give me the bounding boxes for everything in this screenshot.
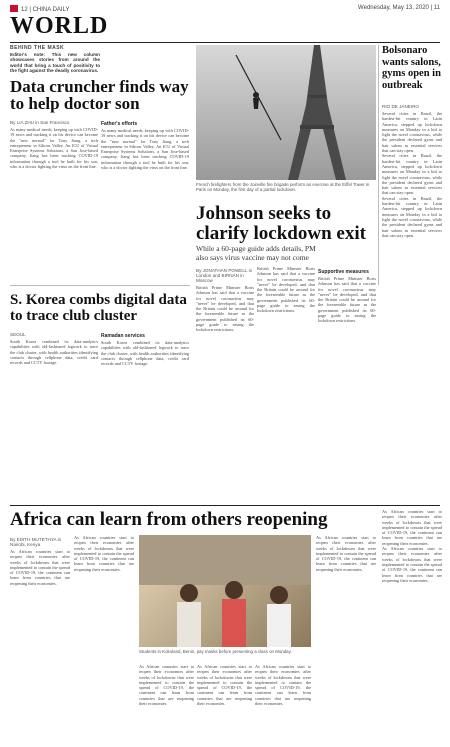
bolsonaro-headline: Bolsonaro wants salons, gyms open in outbreak: [382, 45, 441, 91]
johnson-article: [196, 204, 376, 244]
data-tracker-body-2: As many medical needs, keeping up with COVID-19 news and tracking it on his device can become the "new normal" for Tony Jiang, a tech entrepreneur in Silicon Valley. An ICU of Virtual Enterprise Systems Solutions, a San Jose-based company, Jiang has been tracking COVID-19 information through a tool he built for his son, who is a doctor fighting the virus on the front line.: [101, 128, 189, 171]
johnson-subhead: Supportive measures: [318, 269, 369, 275]
students-illustration-icon: [139, 535, 311, 647]
eiffel-photo-caption: French firefighters from the Joinville fire brigade perform an exercise at the Eiffel Tower in Paris on Monday, the first day of a partial lockdown.: [196, 182, 370, 193]
data-tracker-byline: By LIA ZHU in San Francisco: [10, 120, 70, 125]
bolsonaro-body-2: Several cities in Brazil, the hardest-hit country in Latin America, stepped up lockdown measures on Monday in a bid to fight the novel coronavirus, while the president declared gyms and hair salons as essential services that can stay open.: [382, 153, 442, 196]
africa-students-photo: [139, 535, 311, 647]
data-tracker-body: As many medical needs, keeping up with COVID-19 news and tracking it on his device can become the "new normal" for Tony Jiang, a tech entrepreneur in Silicon Valley. An ICU of Virtual Enterprise Systems Solutions, a San Jose-based company, Jiang has been tracking COVID-19 information through a tool he built for his son, who is a doctor fighting the virus on the front line.: [10, 127, 98, 170]
data-tracker-column-1: [10, 118, 98, 278]
korea-column-1: [10, 330, 98, 500]
data-tracker-headline: Data cruncher finds way to help doctor son: [10, 78, 189, 113]
johnson-deck-text: While a 60-page guide adds details, PM also says virus vaccine may not come: [196, 245, 316, 262]
africa-column-7: [382, 509, 442, 741]
africa-body-7: As African countries start to reopen their economies after weeks of lockdowns that were implemented to contain the spread of COVID-19, the continent can learn from countries that are reopening their economies.: [382, 509, 442, 546]
korea-subhead: Ramadan services: [101, 333, 145, 339]
masthead-rule: [10, 42, 440, 43]
korea-byline: SEOUL: [10, 332, 26, 337]
divider-left: [10, 285, 190, 286]
africa-body-6: As African countries start to reopen their economies after weeks of lockdowns that were implemented to contain the spread of COVID-19, the continent can learn from countries that are reopening their economies.: [316, 535, 376, 572]
africa-byline: By EDITH MUTETHYA in Nairobi, Kenya: [10, 537, 62, 547]
johnson-byline: By JONATHAN POWELL in London and BIRNAN in Moscow: [196, 268, 253, 283]
johnson-deck: [196, 245, 316, 265]
page-info-text: 12 | CHINA DAILY: [21, 7, 70, 13]
data-tracker-subhead: Father's efforts: [101, 121, 138, 127]
africa-column-5: [255, 664, 311, 742]
johnson-headline: Johnson seeks to clarify lockdown exit: [196, 204, 366, 244]
bolsonaro-byline: RIO DE JANEIRO: [382, 104, 420, 109]
africa-article: [10, 509, 385, 531]
africa-body: As African countries start to reopen their economies after weeks of lockdowns that were implemented to contain the spread of COVID-19, the continent can learn from countries that are reopening their economies.: [10, 549, 70, 586]
column-divider: [378, 45, 379, 285]
korea-headline: S. Korea combs digital data to trace club cluster: [10, 292, 187, 324]
africa-body-4: As African countries start to reopen their economies after weeks of lockdowns that were implemented to contain the spread of COVID-19, the continent can learn from countries that are reopening their economies.: [197, 664, 252, 707]
johnson-body-2: British Prime Minister Boris Johnson has said that a vaccine for novel coronavirus may "never" be developed, and that the Britain could be around for the foreseeable future as the government published its 60-page guide to easing the lockdown restrictions.: [257, 266, 315, 314]
africa-top-rule: [10, 505, 440, 506]
bolsonaro-body: Several cities in Brazil, the hardest-hit country in Latin America, stepped up lockdown measures on Monday in a bid to fight the novel coronavirus, while the president declared gyms and hair salons as essential services that can stay open.: [382, 111, 442, 154]
africa-body-5: As African countries start to reopen their economies after weeks of lockdowns that were implemented to contain the spread of COVID-19, the continent can learn from countries that are reopening their economies.: [255, 664, 311, 707]
date-info: Wednesday, May 13, 2020 | 11: [358, 5, 440, 11]
johnson-column-3: [318, 266, 376, 502]
africa-column-3: [139, 664, 194, 742]
africa-body-2: As African countries start to reopen their economies after weeks of lockdowns that were implemented to contain the spread of COVID-19, the continent can learn from countries that are reopening their economies.: [74, 535, 134, 572]
africa-column-4: [197, 664, 252, 742]
korea-column-2: [101, 330, 189, 500]
editor-note-text: Editor's note: This new column showcases stories from around the world that bring a touch of positivity to the fight against the deadly coronavirus.: [10, 52, 100, 73]
africa-column-2: [74, 535, 134, 740]
johnson-column-1: [196, 266, 254, 502]
page-info: [10, 5, 69, 13]
column-label: BEHIND THE MASK: [10, 45, 65, 51]
johnson-body-3: British Prime Minister Boris Johnson has said that a vaccine for novel coronavirus may "never" be developed, and that the Britain could be around for the foreseeable future as the government published its 60-page guide to easing the lockdown restrictions.: [318, 276, 376, 324]
africa-body-3: As African countries start to reopen their economies after weeks of lockdowns that were implemented to contain the spread of COVID-19, the continent can learn from countries that are reopening their economies.: [139, 664, 194, 707]
johnson-body: British Prime Minister Boris Johnson has said that a vaccine for novel coronavirus may "never" be developed, and that the Britain could be around for the foreseeable future as the government published its 60-page guide to easing the lockdown restrictions.: [196, 285, 254, 333]
eiffel-tower-photo: [196, 45, 376, 180]
eiffel-tower-illustration-icon: [196, 45, 376, 180]
korea-body-2: South Korea combined its data-analytics capabilities with old-fashioned legwork to trace the club cluster, with health authorities identifying contacts through cellphone data, credit card records and CCTV footage.: [101, 340, 189, 367]
bolsonaro-article: [382, 45, 442, 101]
data-tracker-column-2: [101, 118, 189, 278]
africa-column-6: [316, 535, 376, 740]
korea-body: South Korea combined its data-analytics capabilities with old-fashioned legwork to trace the club cluster, with health authorities identifying contacts through cellphone data, credit card records and CCTV footage.: [10, 339, 98, 366]
africa-column-1: [10, 535, 70, 740]
johnson-column-2: [257, 266, 315, 502]
bolsonaro-body-column: [382, 102, 442, 502]
newspaper-logo-icon: [10, 5, 18, 12]
africa-photo-caption: Students in Kokoland, Benin, pay masks before presenting a class on Monday.: [139, 649, 292, 654]
section-masthead: WORLD: [10, 13, 109, 39]
bolsonaro-body-3: Several cities in Brazil, the hardest-hit country in Latin America, stepped up lockdown measures on Monday in a bid to fight the novel coronavirus, while the president declared gyms and hair salons as essential services that can stay open.: [382, 195, 442, 238]
africa-headline: Africa can learn from others reopening: [10, 509, 328, 530]
africa-body-8: As African countries start to reopen their economies after weeks of lockdowns that were implemented to contain the spread of COVID-19, the continent can learn from countries that are reopening their economies.: [382, 546, 442, 583]
